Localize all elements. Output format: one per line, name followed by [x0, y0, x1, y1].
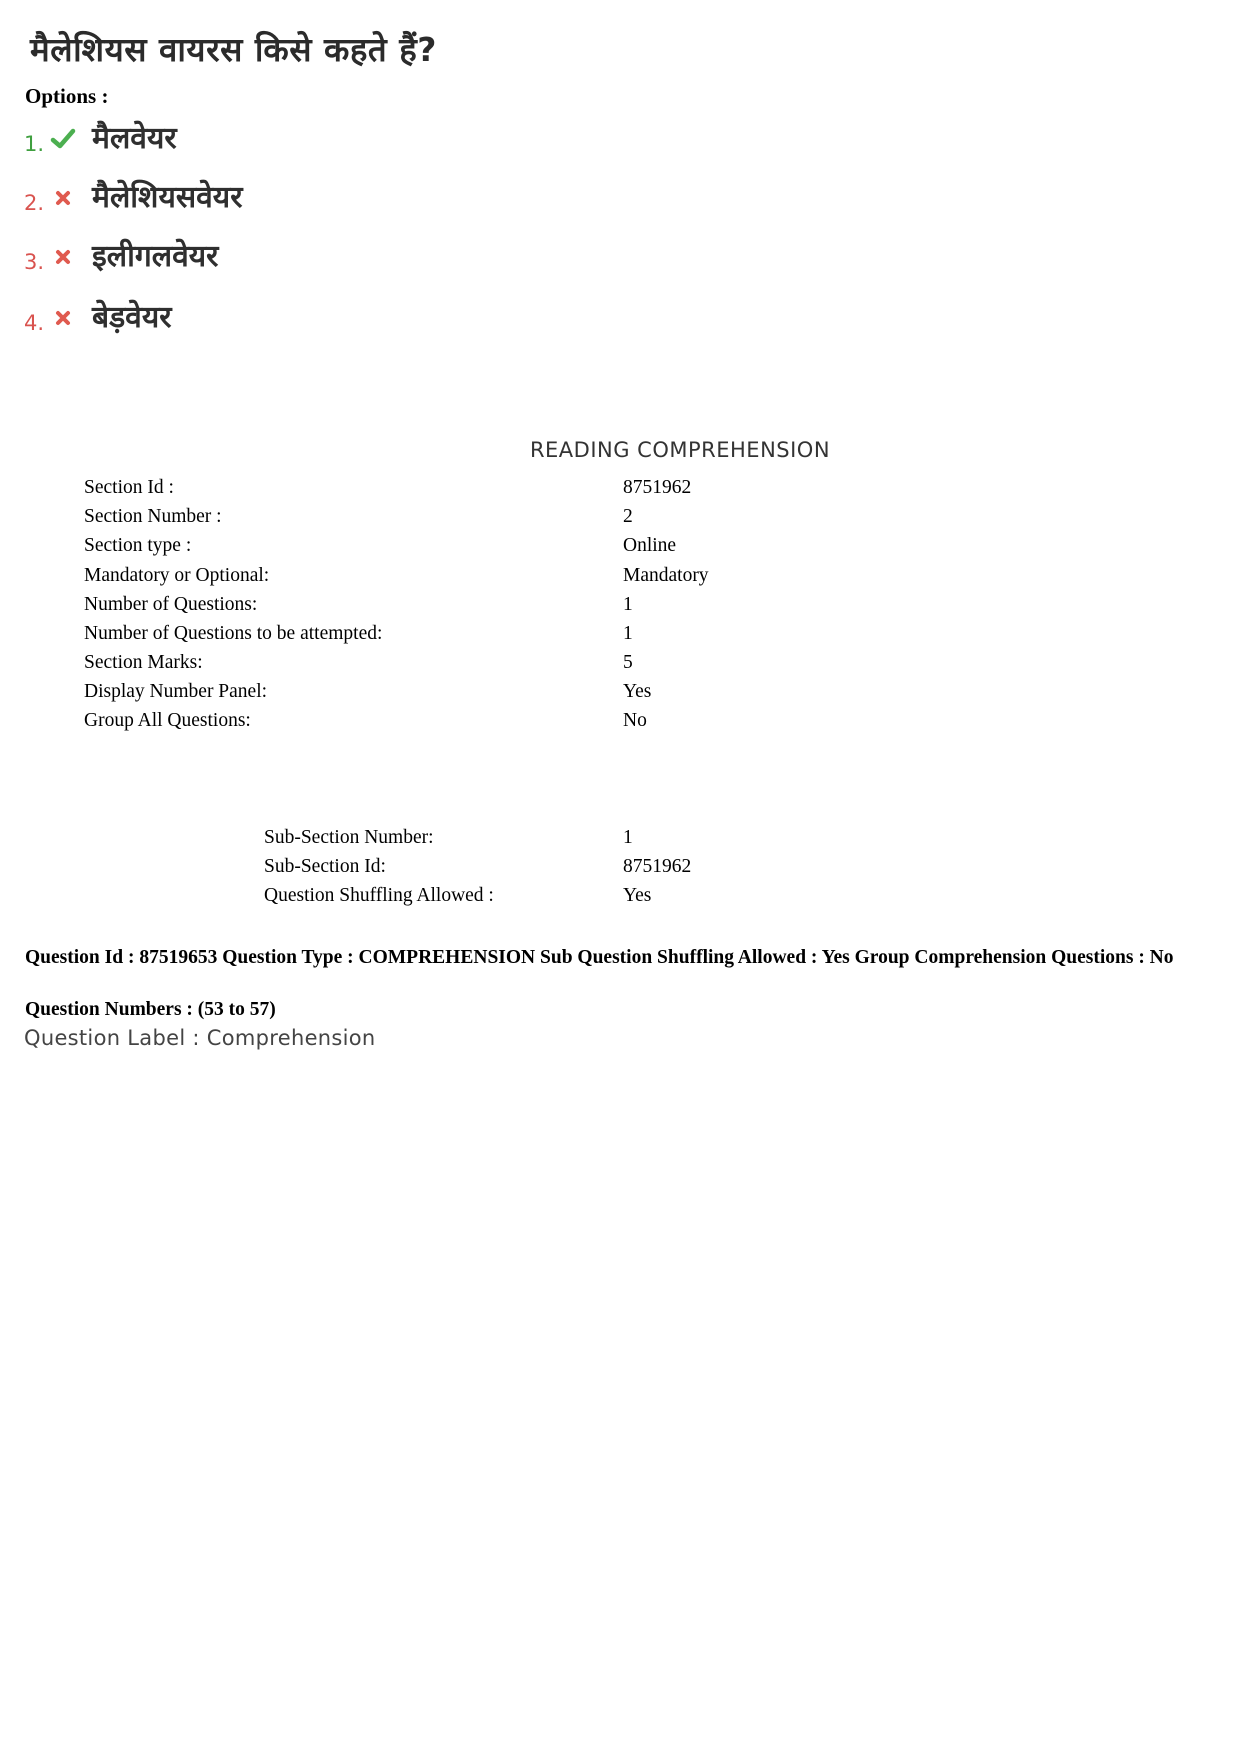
section-value: 5	[623, 652, 633, 673]
question-label: Question Label : Comprehension	[24, 1026, 376, 1050]
section-key: Section type :	[84, 535, 192, 556]
section-value: 1	[623, 623, 633, 644]
options-label: Options :	[25, 84, 109, 108]
option-number: 3.	[24, 250, 45, 274]
section-key: Group All Questions:	[84, 710, 251, 731]
option-text: मैलवेयर	[92, 121, 177, 156]
subsection-key: Sub-Section Number:	[264, 827, 434, 848]
section-key: Section Number :	[84, 506, 222, 527]
cross-icon	[50, 244, 76, 270]
section-key: Section Id :	[84, 477, 174, 498]
cross-icon	[50, 185, 76, 211]
section-title: READING COMPREHENSION	[529, 438, 831, 462]
question-numbers: Question Numbers : (53 to 57)	[25, 999, 276, 1020]
check-icon	[50, 126, 76, 152]
option-number: 1.	[24, 132, 45, 156]
subsection-value: 1	[623, 827, 633, 848]
option-number: 4.	[24, 311, 45, 335]
subsection-key: Sub-Section Id:	[264, 856, 386, 877]
option-text: बेड़वेयर	[92, 300, 172, 335]
subsection-value: Yes	[623, 885, 652, 906]
question-info-line: Question Id : 87519653 Question Type : COMPREHENSION Sub Question Shuffling Allowed : Yes Group Comprehension Questions : No	[25, 947, 1174, 968]
section-value: No	[623, 710, 647, 731]
section-key: Section Marks:	[84, 652, 203, 673]
option-text: मैलेशियसवेयर	[92, 180, 243, 215]
section-key: Mandatory or Optional:	[84, 565, 270, 586]
option-text: इलीगलवेयर	[92, 239, 219, 274]
section-value: 2	[623, 506, 633, 527]
section-key: Display Number Panel:	[84, 681, 268, 702]
question-text: मैलेशियस वायरस किसे कहते हैं?	[30, 30, 437, 69]
section-value: 1	[623, 594, 633, 615]
subsection-value: 8751962	[623, 856, 692, 877]
section-value: Mandatory	[623, 565, 709, 586]
cross-icon	[50, 305, 76, 331]
subsection-key: Question Shuffling Allowed :	[264, 885, 494, 906]
section-value: Online	[623, 535, 677, 556]
option-number: 2.	[24, 191, 45, 215]
section-value: 8751962	[623, 477, 692, 498]
section-key: Number of Questions:	[84, 594, 258, 615]
section-key: Number of Questions to be attempted:	[84, 623, 383, 644]
section-value: Yes	[623, 681, 652, 702]
